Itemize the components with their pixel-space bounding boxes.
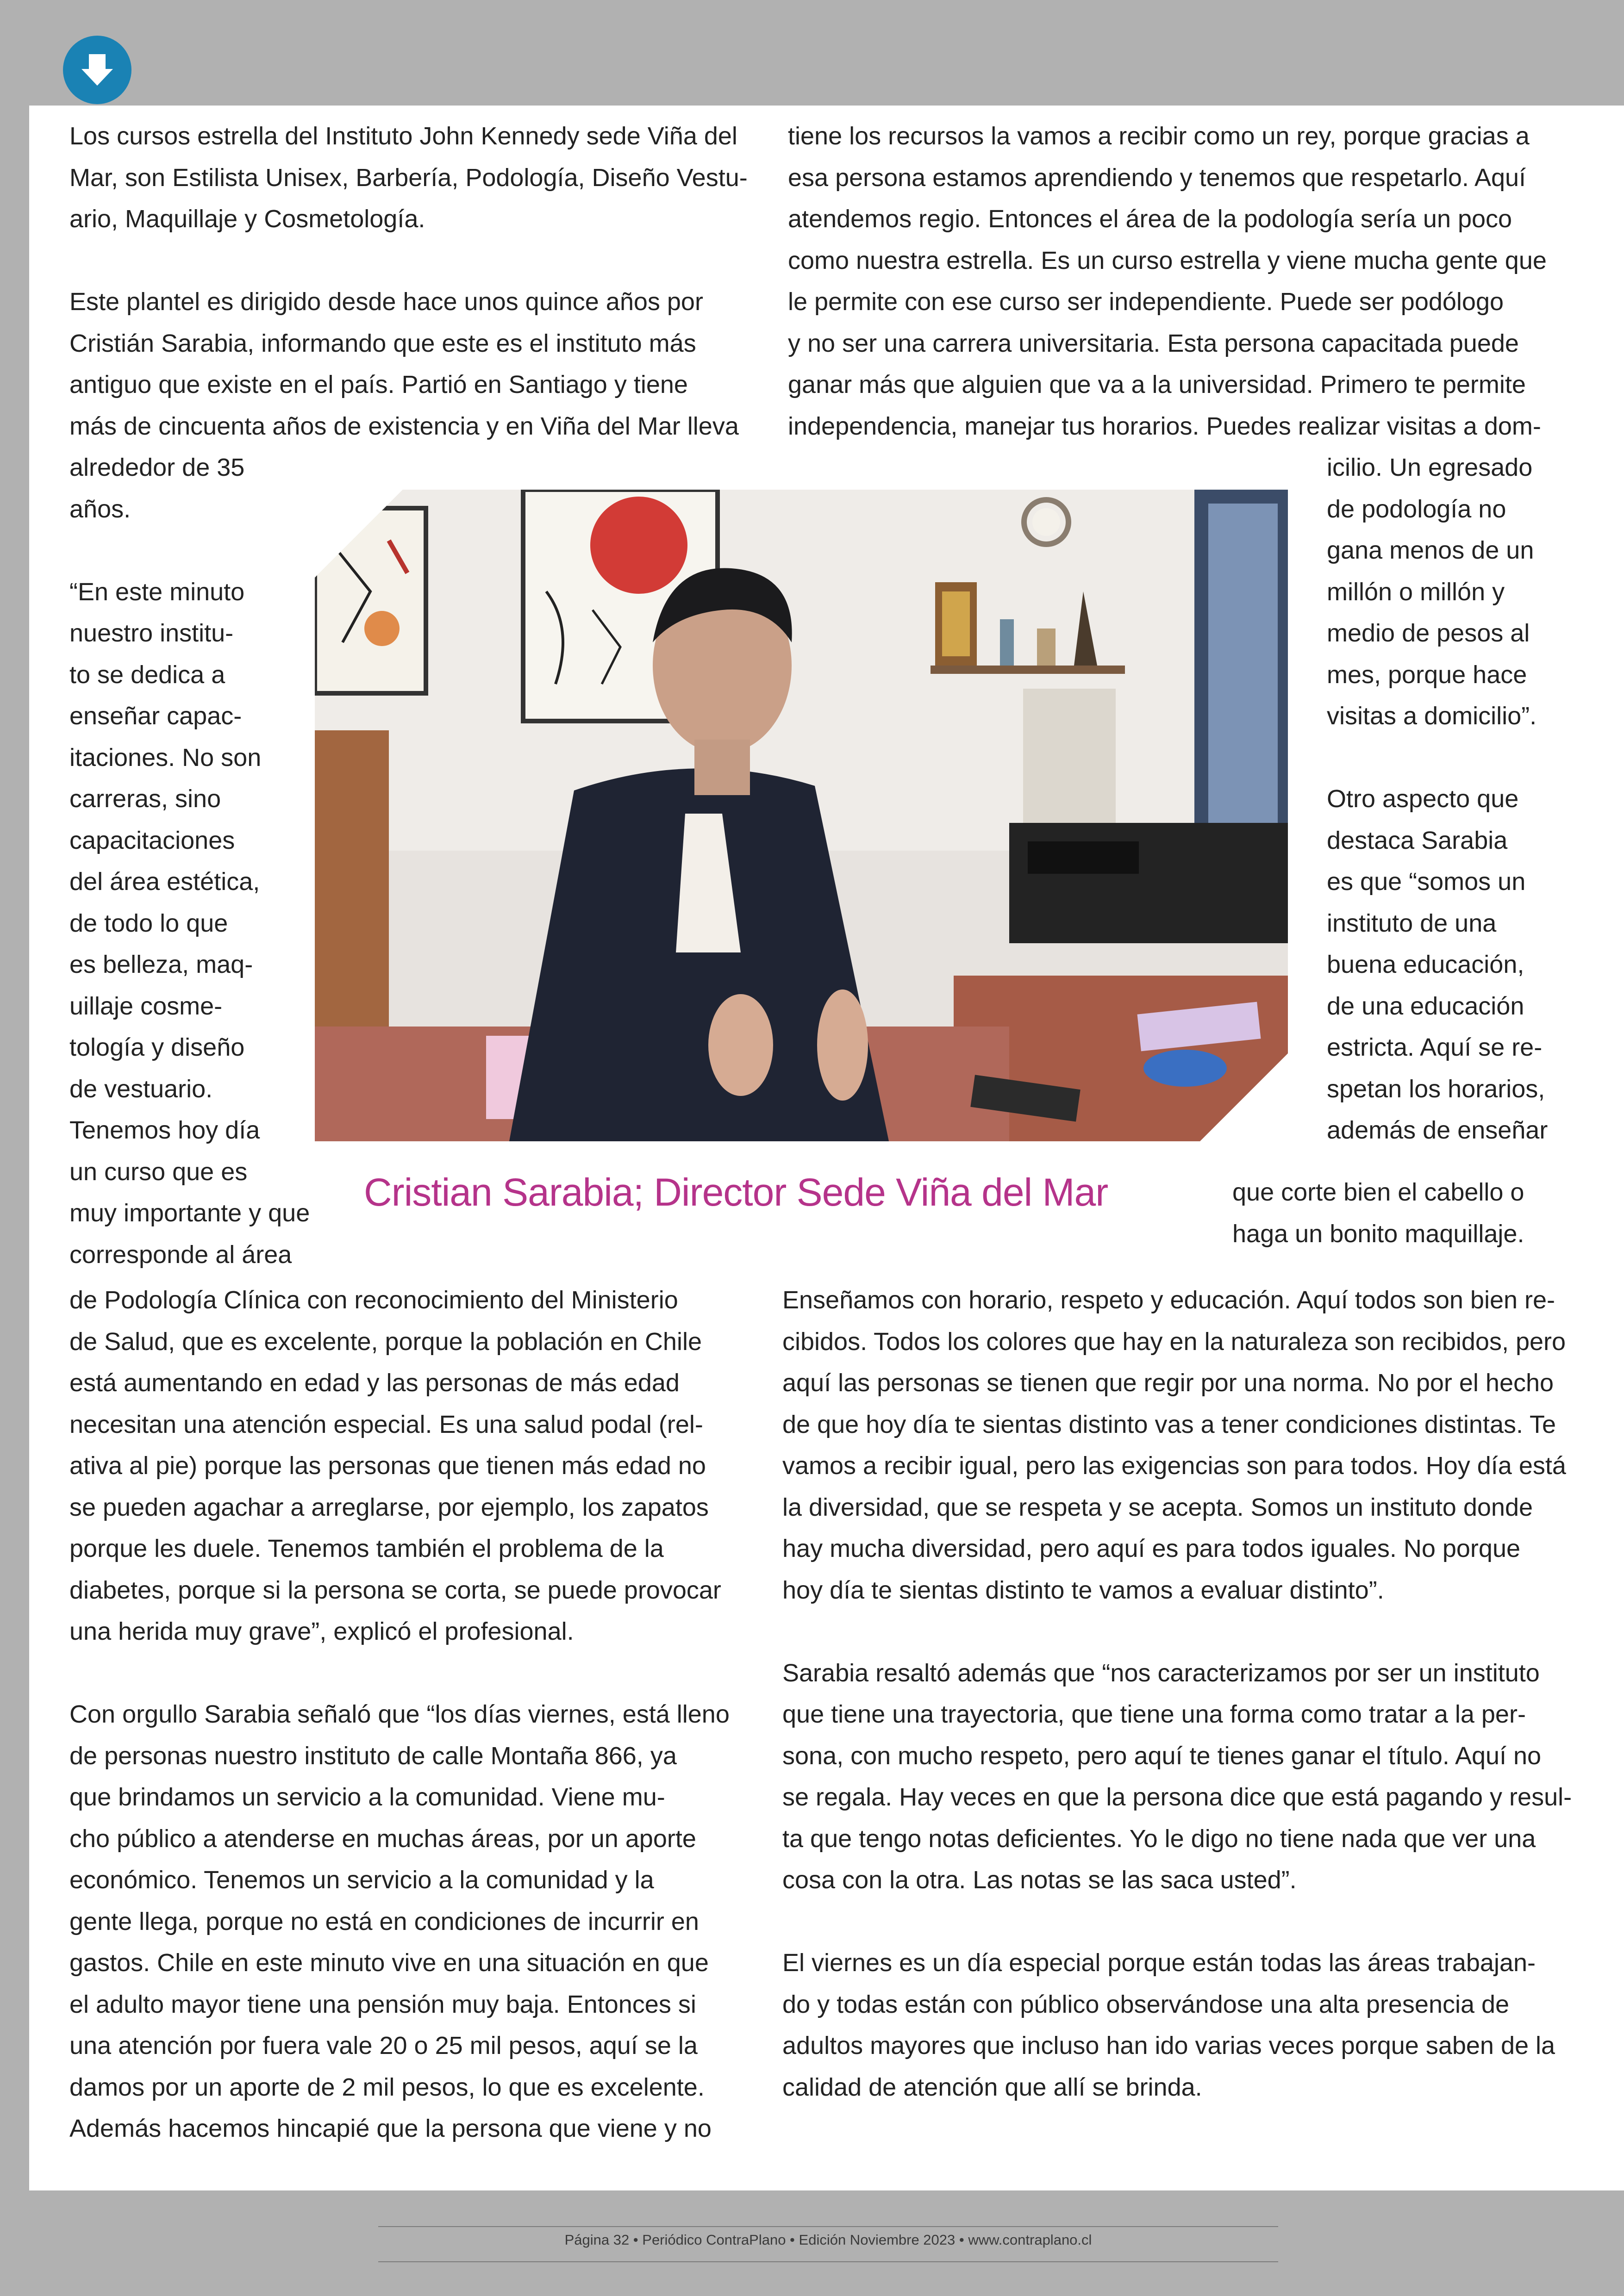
text-line: corresponde al área: [69, 1240, 292, 1269]
article-column-side-right: [1327, 447, 1548, 1151]
text-line: que brindamos un servicio a la comunidad. Viene mu-: [69, 1783, 665, 1811]
text-line: medio de pesos al: [1327, 619, 1530, 647]
text-line: gente llega, porque no está en condiciones de incurrir en: [69, 1907, 699, 1935]
text-line: se pueden agachar a arreglarse, por ejemplo, los zapatos: [69, 1493, 709, 1521]
text-line: tología y diseño: [69, 1033, 245, 1061]
footer-rule-top: [378, 2226, 1278, 2227]
text-line: itaciones. No son: [69, 743, 262, 772]
arrow-down-icon: [63, 36, 131, 104]
text-line: El viernes es un día especial porque están todas las áreas trabajan-: [782, 1949, 1536, 1977]
text-line: cosa con la otra. Las notas se las saca usted”.: [782, 1866, 1297, 1894]
text-line: como nuestra estrella. Es un curso estrella y viene mucha gente que: [788, 246, 1547, 274]
text-line: diabetes, porque si la persona se corta, se puede provocar: [69, 1576, 721, 1604]
text-line: uillaje cosme-: [69, 992, 223, 1020]
text-line: es belleza, maq-: [69, 951, 253, 978]
text-line: ativa al pie) porque las personas que tienen más edad no: [69, 1452, 706, 1480]
article-column-top-right: [788, 116, 1547, 447]
text-line: de todo lo que: [69, 909, 228, 937]
text-line: Con orgullo Sarabia señaló que “los días viernes, está lleno: [69, 1700, 730, 1728]
text-line: hay mucha diversidad, pero aquí es para todos iguales. No porque: [782, 1535, 1521, 1562]
text-line: Los cursos estrella del Instituto John Kennedy sede Viña del: [69, 122, 737, 150]
text-line: ganar más que alguien que va a la universidad. Primero te permite: [788, 371, 1526, 398]
article-photo: [315, 490, 1288, 1141]
paragraph-gap: [1327, 737, 1548, 779]
paragraph-gap: [782, 1901, 1572, 1943]
paragraph-gap: [69, 240, 748, 282]
text-line: Tenemos hoy día: [69, 1116, 260, 1144]
text-line: que corte bien el cabello o: [1232, 1178, 1524, 1206]
text-line: damos por un aporte de 2 mil pesos, lo que es excelente.: [69, 2073, 705, 2101]
text-line: alrededor de 35: [69, 454, 245, 481]
text-line: cibidos. Todos los colores que hay en la naturaleza son recibidos, pero: [782, 1327, 1566, 1356]
text-line: to se dedica a: [69, 660, 225, 689]
text-line: gana menos de un: [1327, 536, 1534, 564]
text-line: vamos a recibir igual, pero las exigencias son para todos. Hoy día está: [782, 1452, 1566, 1480]
article-column-caption-right: [1232, 1172, 1524, 1255]
text-line: necesitan una atención especial. Es una salud podal (rel-: [69, 1410, 703, 1438]
text-line: aquí las personas se tienen que regir por una norma. No por el hecho: [782, 1369, 1554, 1397]
text-line: ario, Maquillaje y Cosmetología.: [69, 205, 425, 233]
text-line: de Podología Clínica con reconocimiento del Ministerio: [69, 1286, 678, 1314]
text-line: hoy día te sientas distinto te vamos a evaluar distinto”.: [782, 1576, 1384, 1604]
text-line: el adulto mayor tiene una pensión muy baja. Entonces si: [69, 1990, 696, 2018]
article-column-bottom-left: [69, 1280, 730, 2150]
text-line: porque les duele. Tenemos también el problema de la: [69, 1535, 664, 1562]
text-line: que tiene una trayectoria, que tiene una forma como tratar a la per-: [782, 1700, 1526, 1728]
text-line: se regala. Hay veces en que la persona dice que está pagando y resul-: [782, 1783, 1572, 1811]
text-line: además de enseñar: [1327, 1116, 1548, 1144]
text-line: una atención por fuera vale 20 o 25 mil pesos, aquí se la: [69, 2032, 698, 2060]
text-line: sona, con mucho respeto, pero aquí te tienes ganar el título. Aquí no: [782, 1742, 1542, 1770]
text-line: adultos mayores que incluso han ido varias veces porque saben de la: [782, 2032, 1555, 2060]
text-line: más de cincuenta años de existencia y en Viña del Mar lleva: [69, 412, 739, 440]
text-line: muy importante y que: [69, 1199, 310, 1227]
text-line: años.: [69, 495, 131, 523]
text-line: enseñar capac-: [69, 702, 242, 730]
text-line: es que “somos un: [1327, 868, 1526, 896]
text-line: de que hoy día te sientas distinto vas a tener condiciones distintas. Te: [782, 1410, 1556, 1438]
text-line: Otro aspecto que: [1327, 785, 1519, 813]
footer-rule-bottom: [378, 2261, 1278, 2262]
text-line: de personas nuestro instituto de calle Montaña 866, ya: [69, 1742, 677, 1770]
text-line: spetan los horarios,: [1327, 1075, 1545, 1103]
text-line: instituto de una: [1327, 909, 1497, 937]
text-line: nuestro institu-: [69, 619, 234, 647]
text-line: Sarabia resaltó además que “nos caracterizamos por ser un instituto: [782, 1659, 1540, 1687]
text-line: carreras, sino: [69, 785, 221, 813]
text-line: cho público a atenderse en muchas áreas, por un aporte: [69, 1824, 696, 1853]
text-line: buena educación,: [1327, 951, 1524, 978]
text-line: millón o millón y: [1327, 578, 1505, 606]
text-line: del área estética,: [69, 868, 260, 896]
text-line: tiene los recursos la vamos a recibir como un rey, porque gracias a: [788, 122, 1530, 150]
text-line: mes, porque hace: [1327, 660, 1527, 689]
text-line: de podología no: [1327, 495, 1506, 523]
paragraph-gap: [69, 1653, 730, 1694]
text-line: icilio. Un egresado: [1327, 454, 1533, 481]
text-line: de vestuario.: [69, 1075, 213, 1103]
text-line: Cristián Sarabia, informando que este es el instituto más: [69, 329, 696, 357]
text-line: “En este minuto: [69, 578, 245, 606]
back-button[interactable]: [63, 36, 131, 104]
text-line: le permite con ese curso ser independiente. Puede ser podólogo: [788, 288, 1504, 316]
text-line: estricta. Aquí se re-: [1327, 1033, 1543, 1061]
text-line: Mar, son Estilista Unisex, Barbería, Podología, Diseño Vestu-: [69, 163, 748, 192]
text-line: do y todas están con público observándose una alta presencia de: [782, 1990, 1510, 2018]
text-line: ta que tengo notas deficientes. Yo le digo no tiene nada que ver una: [782, 1824, 1536, 1853]
text-line: un curso que es: [69, 1157, 248, 1186]
text-line: independencia, manejar tus horarios. Puedes realizar visitas a dom-: [788, 412, 1541, 440]
text-line: Además hacemos hincapié que la persona que viene y no: [69, 2115, 712, 2142]
text-line: gastos. Chile en este minuto vive en una situación en que: [69, 1949, 709, 1977]
text-line: atendemos regio. Entonces el área de la podología sería un poco: [788, 205, 1512, 233]
text-line: económico. Tenemos un servicio a la comunidad y la: [69, 1866, 654, 1894]
text-line: una herida muy grave”, explicó el profesional.: [69, 1618, 574, 1645]
text-line: Este plantel es dirigido desde hace unos quince años por: [69, 288, 703, 316]
text-line: haga un bonito maquillaje.: [1232, 1220, 1524, 1248]
text-line: visitas a domicilio”.: [1327, 702, 1537, 730]
page-footer: Página 32 • Periódico ContraPlano • Edición Noviembre 2023 • www.contraplano.cl: [564, 2232, 1092, 2248]
text-line: de una educación: [1327, 992, 1524, 1020]
text-line: la diversidad, que se respeta y se acepta. Somos un instituto donde: [782, 1493, 1533, 1521]
text-line: y no ser una carrera universitaria. Esta persona capacitada puede: [788, 329, 1519, 357]
text-line: destaca Sarabia: [1327, 826, 1508, 854]
text-line: calidad de atención que allí se brinda.: [782, 2073, 1202, 2101]
text-line: esa persona estamos aprendiendo y tenemos que respetarlo. Aquí: [788, 163, 1526, 192]
text-line: antiguo que existe en el país. Partió en Santiago y tiene: [69, 371, 688, 398]
paragraph-gap: [782, 1611, 1572, 1653]
text-line: capacitaciones: [69, 826, 235, 854]
photo-caption: Cristian Sarabia; Director Sede Viña del Mar: [364, 1170, 1108, 1214]
text-line: está aumentando en edad y las personas de más edad: [69, 1369, 680, 1397]
article-column-bottom-right: [782, 1280, 1572, 2108]
text-line: de Salud, que es excelente, porque la población en Chile: [69, 1327, 702, 1356]
text-line: Enseñamos con horario, respeto y educación. Aquí todos son bien re-: [782, 1286, 1555, 1314]
